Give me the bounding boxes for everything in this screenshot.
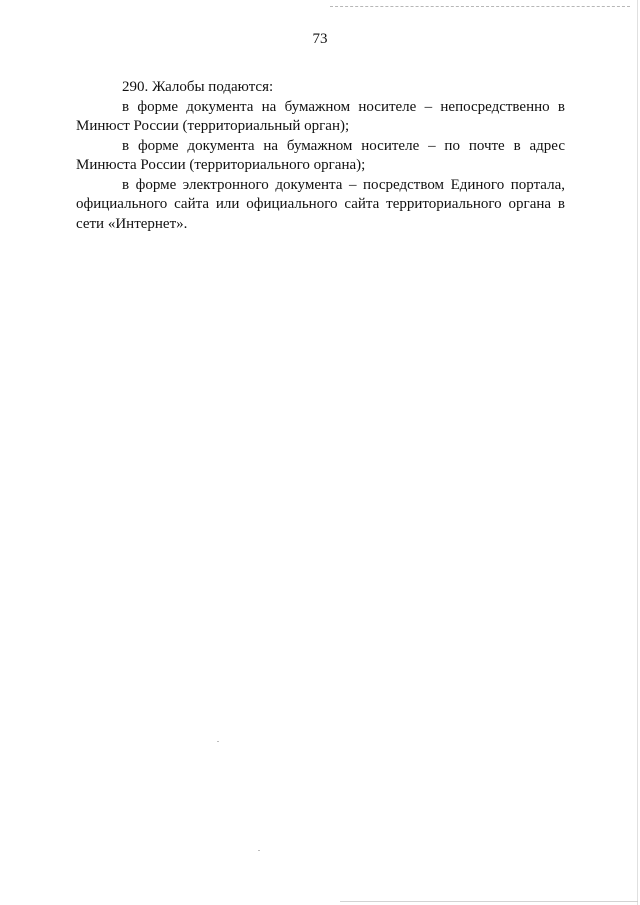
page-number: 73 <box>312 31 328 47</box>
scan-edge-top <box>330 6 630 7</box>
paragraph-item: в форме документа на бумажном носителе – по почте в адрес Минюста России (территориального органа); <box>76 137 565 173</box>
paragraph-heading: 290. Жалобы подаются: <box>122 79 274 95</box>
scan-edge-bottom <box>340 901 638 902</box>
paragraph-item: в форме электронного документа – посредством Единого портала, официального сайта или официального сайта территориального органа в сети «Интернет». <box>76 176 565 232</box>
scan-speck <box>258 850 260 851</box>
scan-edge-right <box>637 0 638 905</box>
paragraph-item: в форме документа на бумажном носителе – непосредственно в Минюст России (территориальный орган); <box>76 98 565 134</box>
scan-speck <box>217 741 219 742</box>
document-body <box>76 78 565 234</box>
